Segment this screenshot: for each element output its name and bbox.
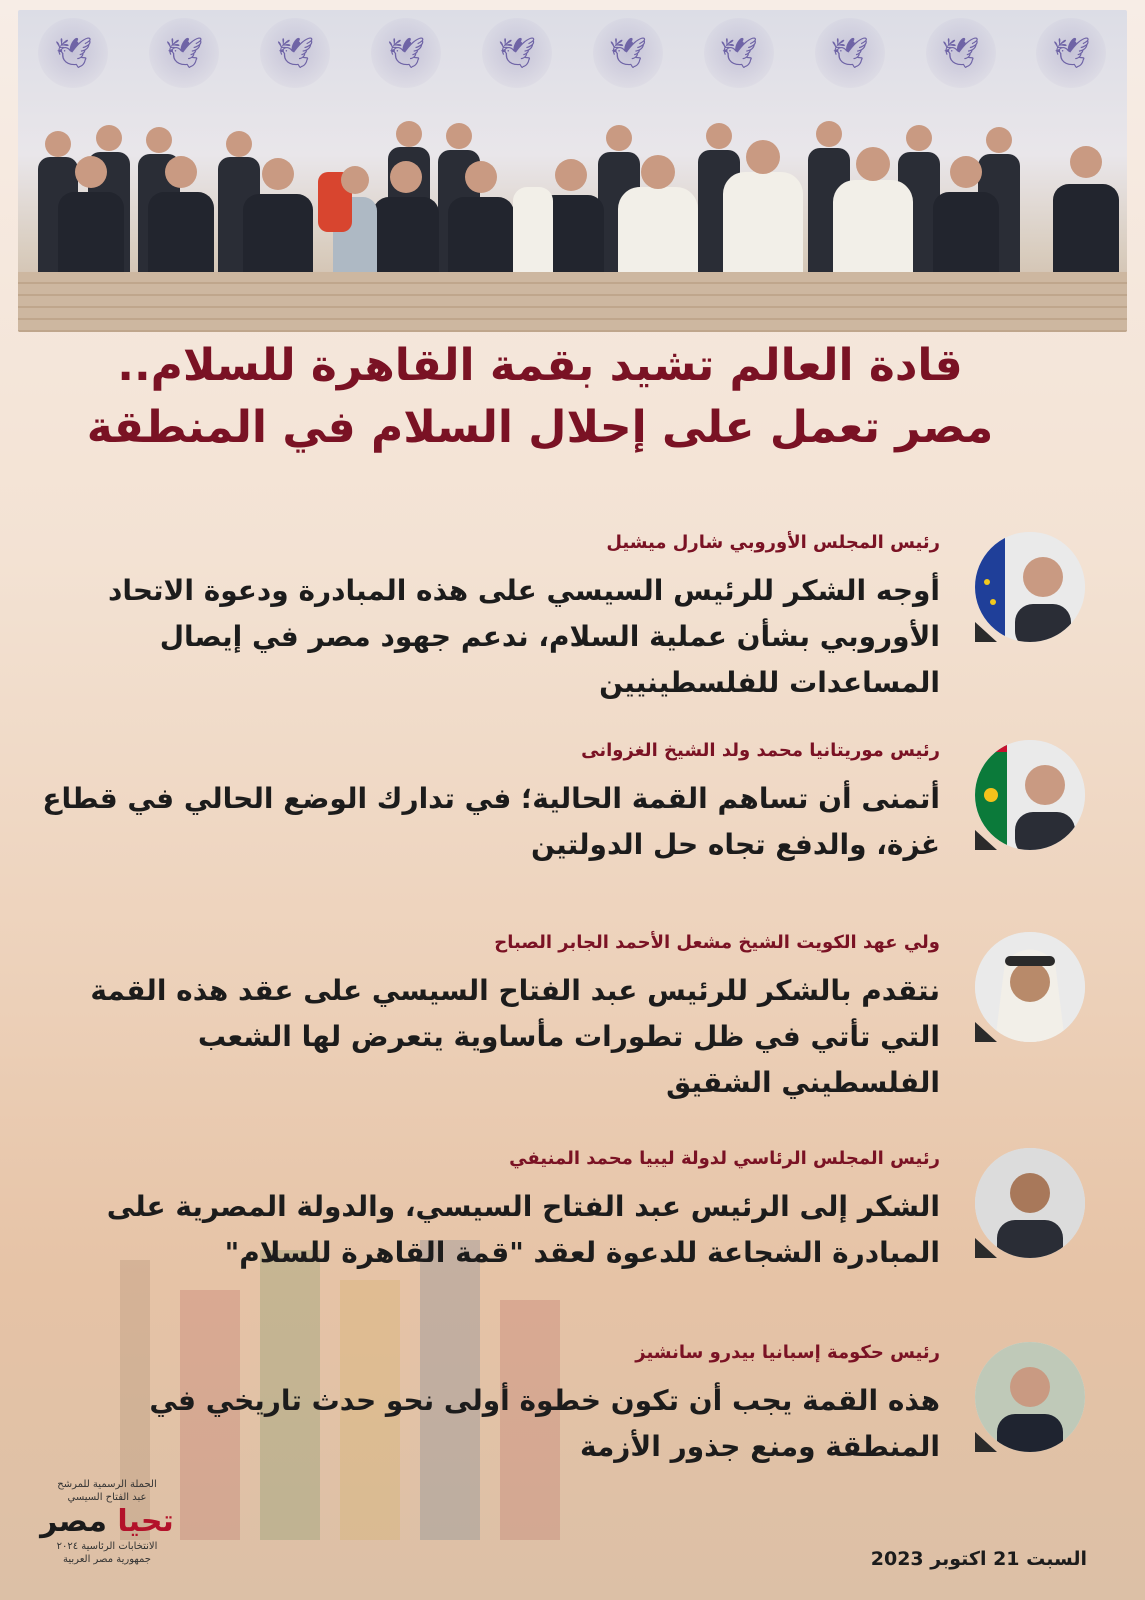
logo-word-b: مصر: [40, 1504, 107, 1539]
quote-text: أتمنى أن تساهم القمة الحالية؛ في تدارك الوضع الحالي في قطاع غزة، والدفع تجاه حل الدولتين: [42, 782, 940, 861]
logo-wordmark: [22, 1504, 192, 1540]
speech-bubble-tail: [975, 1022, 997, 1042]
publish-date: السبت 21 اكتوبر 2023: [870, 1548, 1087, 1570]
speaker-name: ولي عهد الكويت الشيخ مشعل الأحمد الجابر الصباح: [494, 932, 940, 953]
logo-caption: الحملة الرسمية للمرشح: [57, 1479, 157, 1490]
dove-icon: 🕊: [704, 18, 774, 88]
logo-caption: الانتخابات الرئاسية ٢٠٢٤: [56, 1541, 158, 1552]
quote-card: [25, 1342, 1085, 1472]
headline-line-2: مصر تعمل على إحلال السلام في المنطقة: [86, 402, 994, 453]
logo-caption: جمهورية مصر العربية: [63, 1554, 151, 1565]
speaker-name: رئيس المجلس الأوروبي شارل ميشيل: [606, 532, 940, 553]
speech-bubble-tail: [975, 622, 997, 642]
dove-icon: 🕊: [260, 18, 330, 88]
dove-icon: 🕊: [149, 18, 219, 88]
dove-icon: 🕊: [1036, 18, 1106, 88]
headline-line-1: قادة العالم تشيد بقمة القاهرة للسلام..: [117, 340, 963, 391]
speech-bubble-tail: [975, 1238, 997, 1258]
logo-caption: عبد الفتاح السيسي: [67, 1492, 147, 1503]
logo-word-a: تحيا: [117, 1504, 174, 1539]
hero-group-photo: [18, 10, 1127, 332]
dove-icon: 🕊: [593, 18, 663, 88]
quote-text: أوجه الشكر للرئيس السيسي على هذه المبادرة ودعوة الاتحاد الأوروبي بشأن عملية السلام، ندعم جهود مصر في إيصال المساعدات للفلسطينيين: [107, 574, 940, 699]
quote-text: نتقدم بالشكر للرئيس عبد الفتاح السيسي على عقد هذه القمة التي تأتي في ظل تطورات مأساوية يتعرض لها الشعب الفلسطيني الشقيق: [90, 974, 940, 1099]
headline: [65, 335, 1015, 459]
quote-card: [25, 532, 1085, 702]
speech-bubble-tail: [975, 1432, 997, 1452]
dove-icon: 🕊: [815, 18, 885, 88]
quote-card: [25, 740, 1085, 880]
quote-card: [25, 1148, 1085, 1288]
speaker-name: رئيس المجلس الرئاسي لدولة ليبيا محمد المنيفي: [509, 1148, 940, 1169]
quote-card: [25, 932, 1085, 1102]
quote-text: الشكر إلى الرئيس عبد الفتاح السيسي، والدولة المصرية على المبادرة الشجاعة للدعوة لعقد "قمة القاهرة للسلام": [106, 1190, 940, 1269]
dove-icon: 🕊: [38, 18, 108, 88]
speaker-name: رئيس موريتانيا محمد ولد الشيخ الغزوانى: [581, 740, 940, 761]
dove-icon: 🕊: [482, 18, 552, 88]
speech-bubble-tail: [975, 830, 997, 850]
dove-icon: 🕊: [926, 18, 996, 88]
campaign-logo: [22, 1478, 192, 1566]
quote-text: هذه القمة يجب أن تكون خطوة أولى نحو حدث تاريخي في المنطقة ومنع جذور الأزمة: [149, 1384, 940, 1463]
dove-icon: 🕊: [371, 18, 441, 88]
speaker-name: رئيس حكومة إسبانيا بيدرو سانشيز: [635, 1342, 940, 1363]
stairs: [18, 272, 1127, 332]
